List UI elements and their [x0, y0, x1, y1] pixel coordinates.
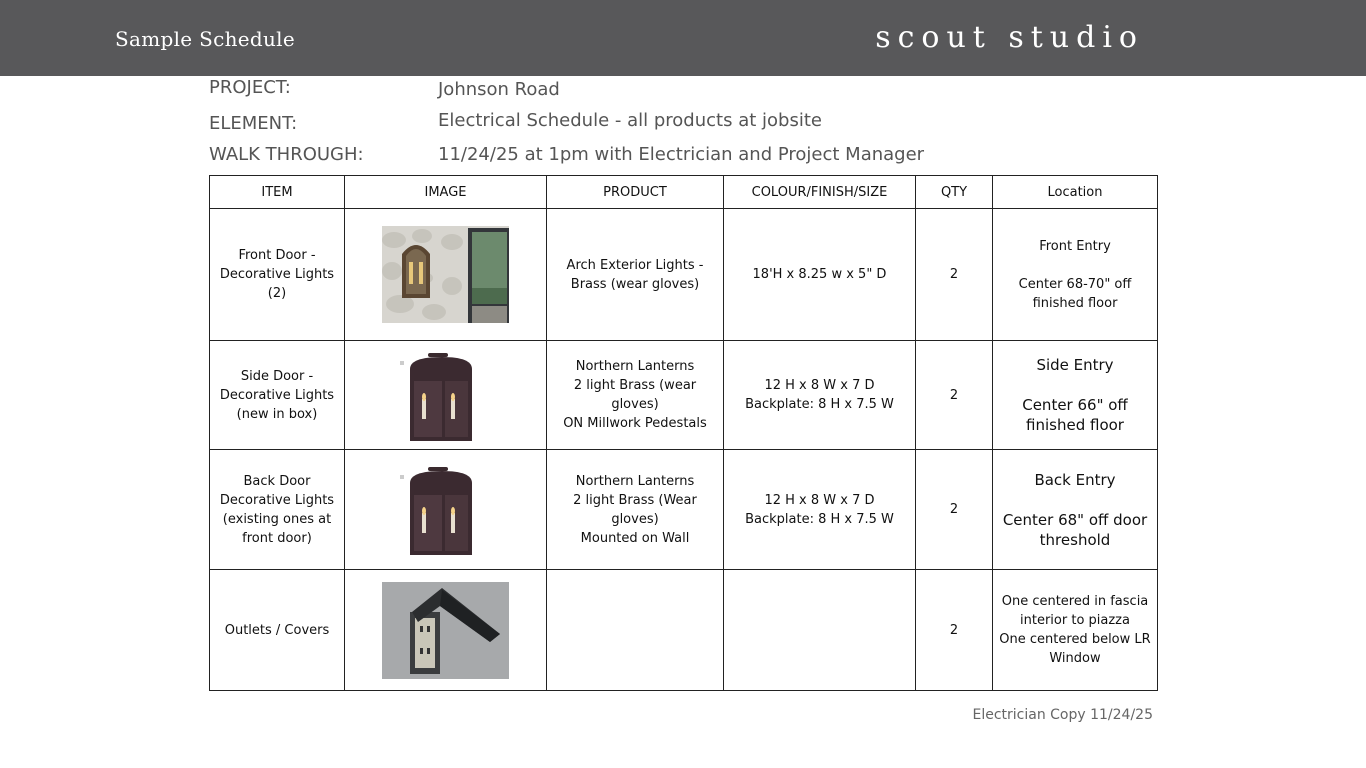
qty-cell: 2 — [916, 570, 993, 691]
image-cell — [345, 450, 547, 570]
product-cell: Northern Lanterns 2 light Brass (wear gloves) ON Millwork Pedestals — [547, 341, 724, 450]
project-label: PROJECT: — [209, 77, 291, 98]
table-row — [210, 570, 1158, 691]
arch-wall-lantern-photo-icon — [382, 226, 509, 323]
size-cell — [724, 570, 916, 691]
qty-cell: 2 — [916, 341, 993, 450]
item-cell: Front Door - Decorative Lights (2) — [210, 209, 345, 341]
location-cell: Side Entry Center 66" off finished floor — [993, 341, 1158, 450]
location-cell: Front Entry Center 68-70" off finished floor — [993, 209, 1158, 341]
table-header-row — [210, 176, 1158, 209]
table-row — [210, 450, 1158, 570]
item-cell: Outlets / Covers — [210, 570, 345, 691]
qty-cell: 2 — [916, 450, 993, 570]
column-header-colour-finish-size: COLOUR/FINISH/SIZE — [724, 176, 916, 209]
column-header-image: IMAGE — [345, 176, 547, 209]
qty-cell: 2 — [916, 209, 993, 341]
schedule-table — [209, 175, 1158, 691]
brand-logo-text: scout studio — [875, 20, 1144, 55]
product-cell: Arch Exterior Lights - Brass (wear gloves) — [547, 209, 724, 341]
document-title: Sample Schedule — [115, 27, 296, 51]
size-cell: 12 H x 8 W x 7 D Backplate: 8 H x 7.5 W — [724, 450, 916, 570]
column-header-product: PRODUCT — [547, 176, 724, 209]
product-cell — [547, 570, 724, 691]
image-cell — [345, 570, 547, 691]
column-header-qty: QTY — [916, 176, 993, 209]
outlet-cover-photo-icon — [382, 582, 509, 679]
walk-through-label: WALK THROUGH: — [209, 144, 364, 165]
column-header-item: ITEM — [210, 176, 345, 209]
two-light-lantern-photo-icon — [382, 461, 509, 558]
size-cell: 18'H x 8.25 w x 5" D — [724, 209, 916, 341]
two-light-lantern-photo-icon — [382, 347, 509, 444]
size-cell: 12 H x 8 W x 7 D Backplate: 8 H x 7.5 W — [724, 341, 916, 450]
header-bar — [0, 0, 1366, 76]
item-cell: Side Door - Decorative Lights (new in box) — [210, 341, 345, 450]
table-row — [210, 341, 1158, 450]
walk-through-value: 11/24/25 at 1pm with Electrician and Project Manager — [438, 144, 925, 165]
footer-note: Electrician Copy 11/24/25 — [972, 707, 1153, 723]
project-value: Johnson Road — [438, 79, 560, 100]
location-cell: One centered in fascia interior to piazza One centered below LR Window — [993, 570, 1158, 691]
table-row — [210, 209, 1158, 341]
column-header-location: Location — [993, 176, 1158, 209]
image-cell — [345, 209, 547, 341]
image-cell — [345, 341, 547, 450]
product-cell: Northern Lanterns 2 light Brass (Wear gloves) Mounted on Wall — [547, 450, 724, 570]
item-cell: Back Door Decorative Lights (existing ones at front door) — [210, 450, 345, 570]
location-cell: Back Entry Center 68" off door threshold — [993, 450, 1158, 570]
element-value: Electrical Schedule - all products at jobsite — [438, 110, 822, 131]
element-label: ELEMENT: — [209, 113, 298, 134]
